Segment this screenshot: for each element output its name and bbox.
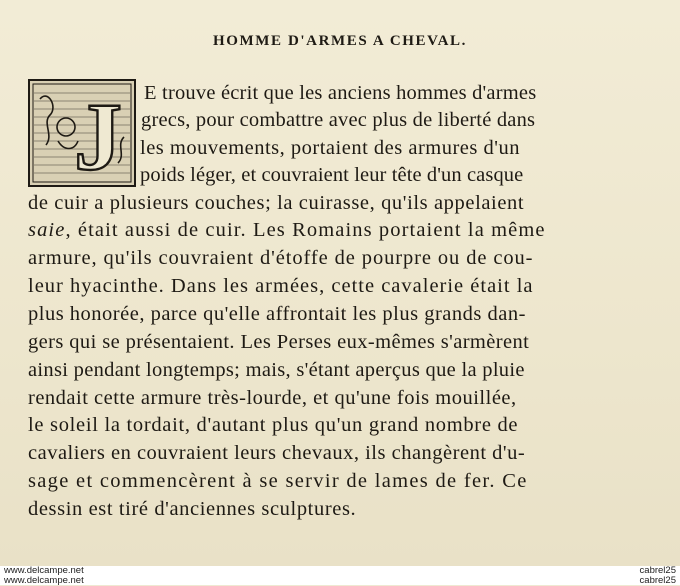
text-line: leur hyacinthe. Dans les armées, cette cavalerie était la xyxy=(28,275,534,297)
text-line: les mouvements, portaient des armures d'un xyxy=(140,137,520,159)
text-line: saie, était aussi de cuir. Les Romains portaient la même xyxy=(28,219,546,241)
text-line: dessin est tiré d'anciennes sculptures. xyxy=(28,498,357,520)
text-line: gers qui se présentaient. Les Perses eux-mêmes s'armèrent xyxy=(28,331,530,353)
text-line: grecs, pour combattre avec plus de liberté dans xyxy=(141,109,536,131)
watermark-right-2: cabrel25 xyxy=(639,574,676,586)
text-line: le soleil la tordait, d'autant plus qu'un grand nombre de xyxy=(28,414,519,436)
watermark-right-1: cabrel25 xyxy=(639,565,676,576)
drop-cap-letter: J xyxy=(74,83,122,187)
watermark-left-2: www.delcampe.net xyxy=(4,574,84,586)
text-line: cavaliers en couvraient leurs chevaux, ils changèrent d'u- xyxy=(28,442,526,464)
text-line: armure, qu'ils couvraient d'étoffe de pourpre ou de cou- xyxy=(28,247,534,269)
text-line: rendait cette armure très-lourde, et qu'une fois mouillée, xyxy=(28,387,517,409)
page-title: HOMME D'ARMES A CHEVAL. xyxy=(212,33,468,49)
text-line: ainsi pendant longtemps; mais, s'étant aperçus que la pluie xyxy=(28,359,525,381)
text-line: plus honorée, parce qu'elle affrontait les plus grands dan- xyxy=(28,303,526,325)
watermark-footer xyxy=(0,566,680,585)
decorated-initial xyxy=(28,79,136,187)
text-line: sage et commencèrent à se servir de lames de fer. Ce xyxy=(28,470,528,492)
text-line: E trouve écrit que les anciens hommes d'armes xyxy=(144,82,537,104)
watermark-left-1: www.delcampe.net xyxy=(4,565,84,576)
text-line: de cuir a plusieurs couches; la cuirasse, qu'ils appelaient xyxy=(28,192,525,214)
text-line: poids léger, et couvraient leur tête d'un casque xyxy=(140,164,524,186)
